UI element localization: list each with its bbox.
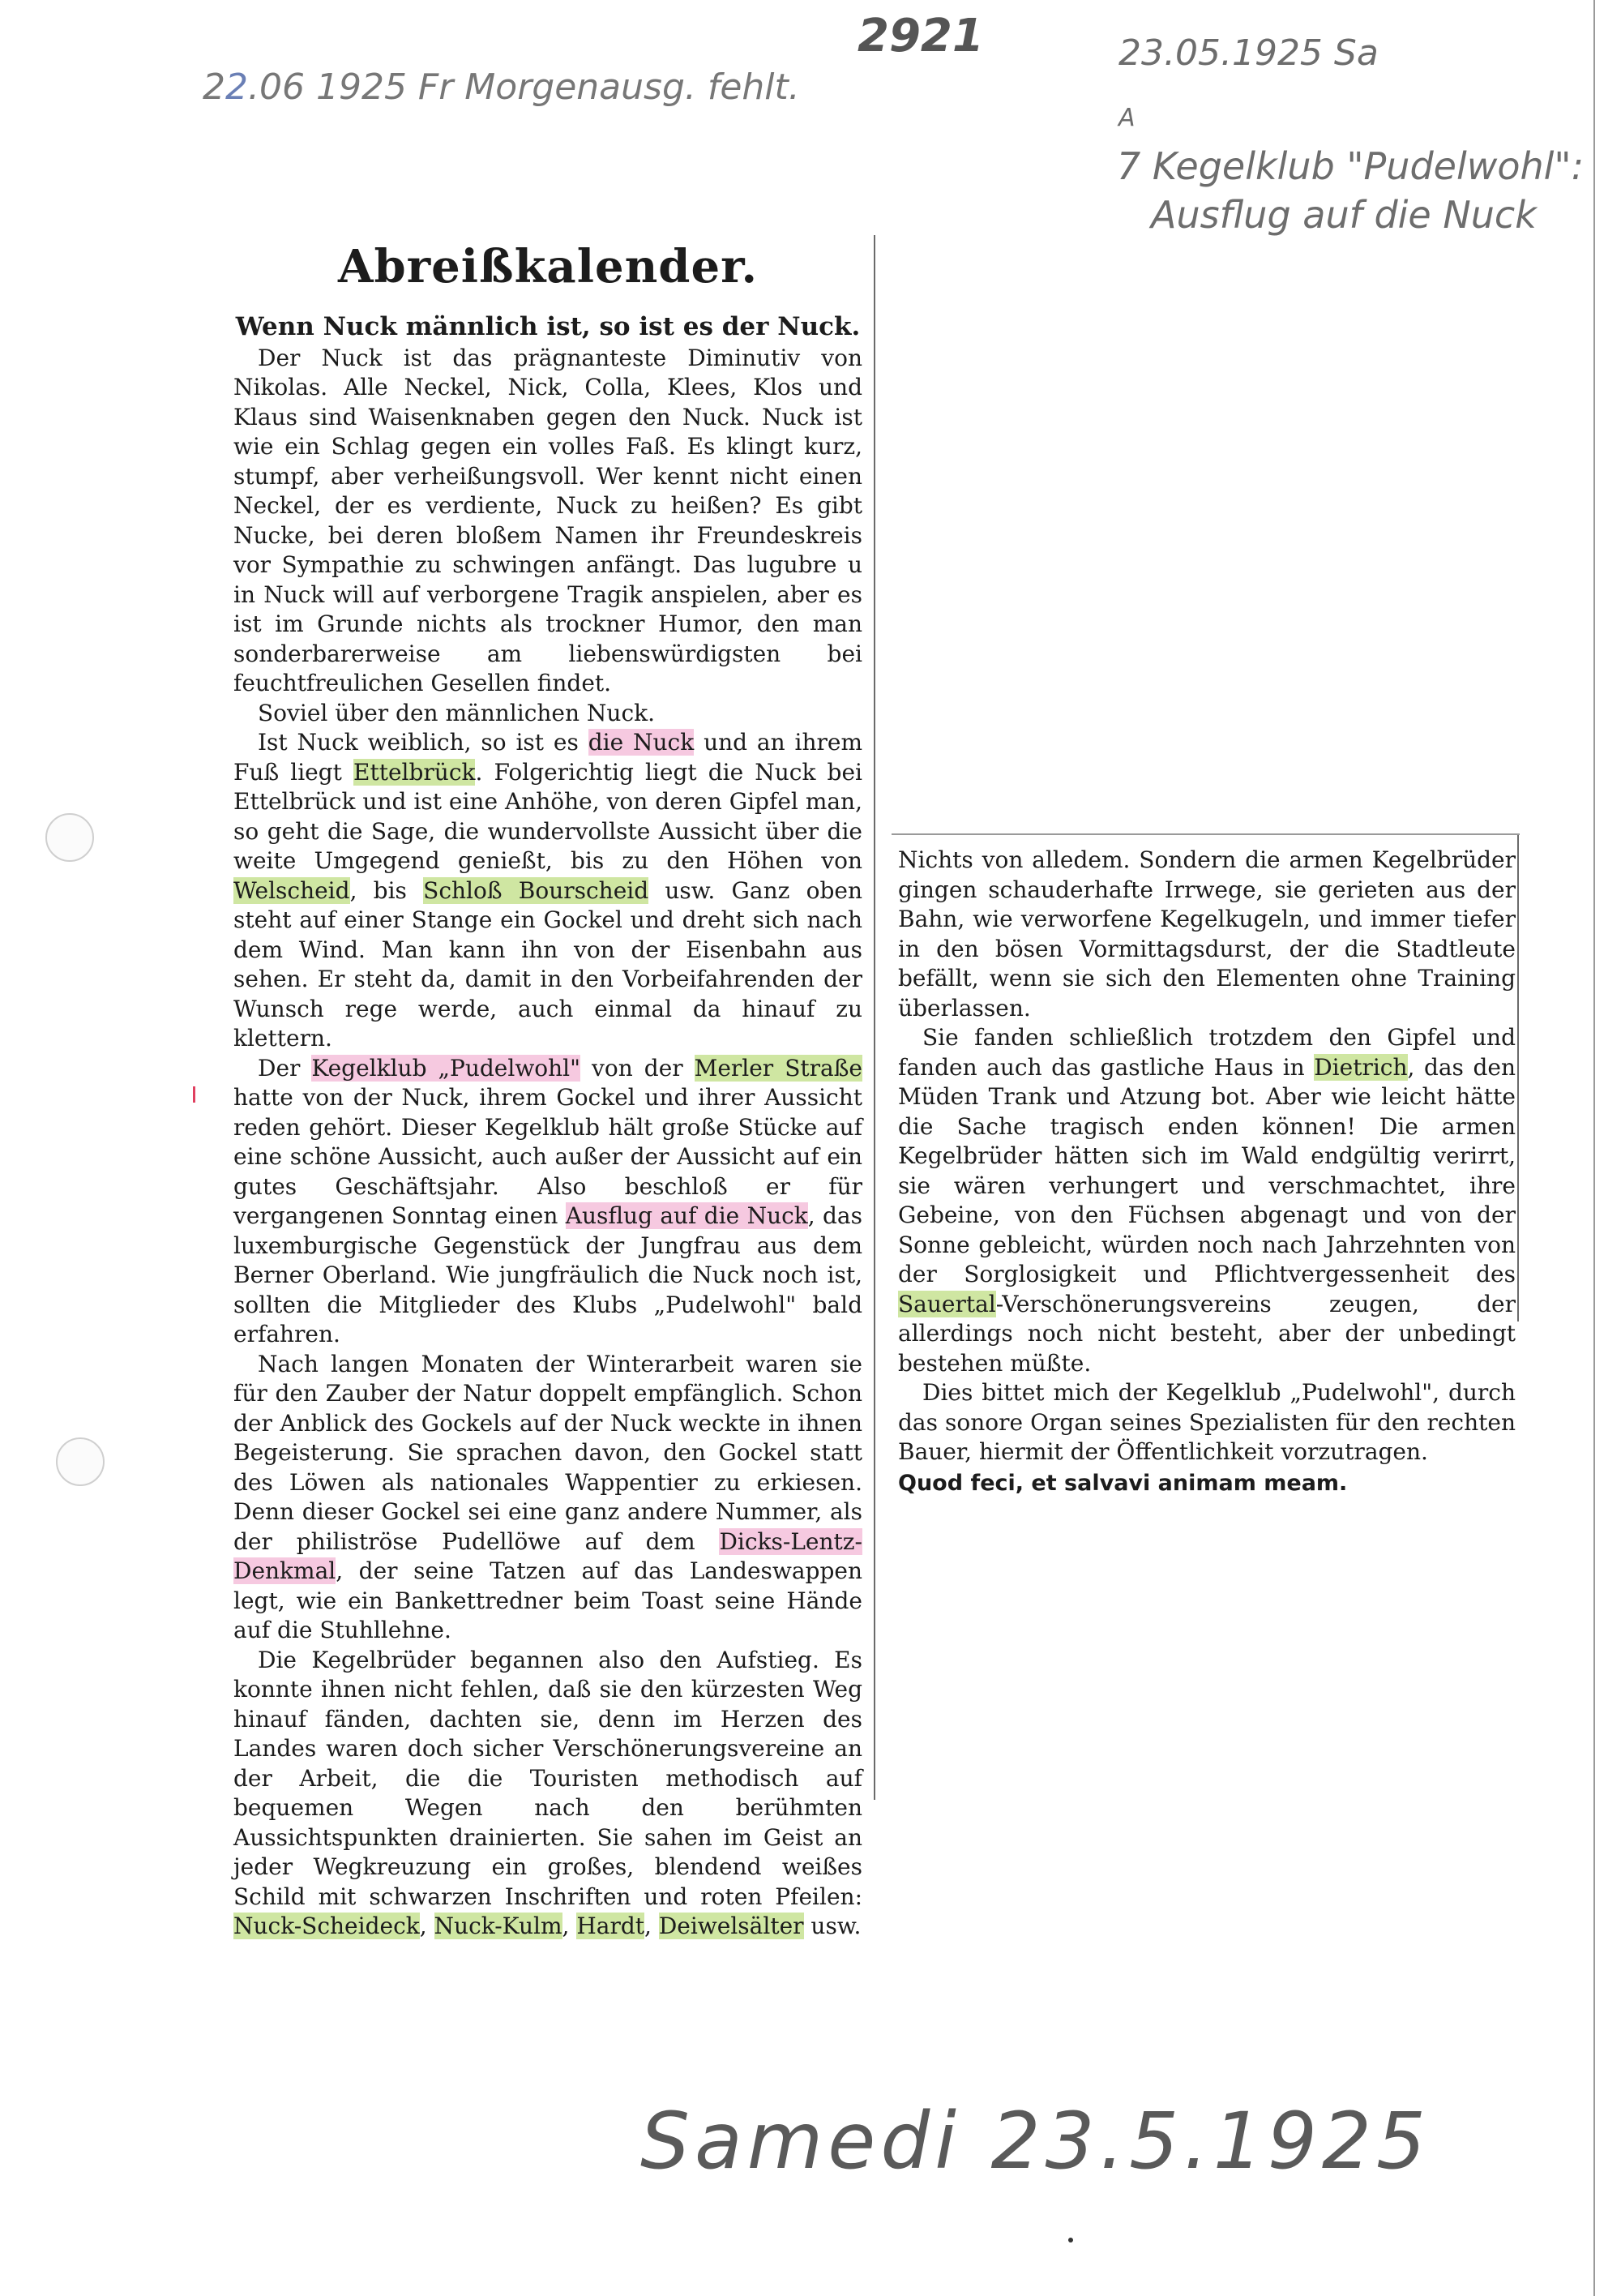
paragraph-8: Sie fanden schließlich trotzdem den Gipfel und fanden auch das gastliche Haus in Dietrich, das den Müden Trank und Atzung bot. Aber wie leicht hätte die Sache tragisch enden können! Die armen Kegelbrüder hätten sich im Wald endgültig verirrt, sie wären verhungert und verschmachtet, ihre Gebeine, von den Füchsen abgenagt und von der Sonne gebleicht, würden noch nach Jahrzehnten von der Sorglosigkeit und Pflichtvergessenheit des Sauertal-Verschönerungsvereins zeugen, der allerdings noch nicht besteht, aber der unbedingt bestehen müßte. [898, 1024, 1516, 1377]
highlight-merler-strasse: Merler Straße [694, 1054, 862, 1082]
article-column-2 [898, 846, 1516, 1498]
article-title: Abreißkalender. [338, 240, 758, 293]
paragraph-6: Die Kegelbrüder begannen also den Aufstieg. Es konnte ihnen nicht fehlen, daß sie den kürzesten Weg hinauf fänden, dachten sie, denn im Herzen des Landes waren doch sicher Verschönerungsvereine an der Arbeit, die die Touristen methodisch auf bequemen Wegen nach den berühmten Aussichtspunkten drainierten. Sie sahen im Geist an jeder Wegkreuzung ein großes, blendend weißes Schild mit schwarzen Inschriften und roten Pfeilen: Nuck-Scheideck, Nuck-Kulm, Hardt, Deiwelsälter usw. [233, 1646, 862, 1939]
highlight-deiwelsaelter: Deiwelsälter [658, 1913, 804, 1939]
column-rule [874, 235, 875, 1800]
margin-mark [193, 1086, 195, 1103]
paragraph-3: Ist Nuck weiblich, so ist es die Nuck und an ihrem Fuß liegt Ettelbrück. Folgerichtig liegt die Nuck bei Ettelbrück und ist eine Anhöhe, von deren Gipfel man, so geht die Sage, die wundervollste Aussicht über die weite Umgegend genießt, bis zu den Höhen von Welscheid, bis Schloß Bourscheid usw. Ganz oben steht auf einer Stange ein Gockel und dreht sich nach dem Wind. Man kann ihn von der Eisenbahn aus sehen. Er steht da, damit in den Vorbeifahrenden der Wunsch rege werde, auch einmal da hinauf zu klettern. [233, 729, 863, 1052]
highlight-ettelbrueck: Ettelbrück [353, 758, 476, 786]
highlight-dicks-lentz: Dicks-Lentz-Denkmal [233, 1527, 862, 1584]
highlight-dietrich: Dietrich [1314, 1053, 1408, 1081]
scan-speck [1068, 2238, 1073, 2242]
handwritten-note-missing-edition: 22.06 1925 Fr Morgenausg. fehlt. [203, 66, 800, 108]
column-top-rule [892, 833, 1520, 835]
highlight-hardt: Hardt [576, 1913, 645, 1939]
paragraph-5: Nach langen Monaten der Winterarbeit waren sie für den Zauber der Natur doppelt empfänglich. Schon der Anblick des Gockels auf der Nuck weckte in ihnen Begeisterung. Sie sprachen davon, den Gockel statt des Löwen als nationales Wappentier zu erkiesen. Denn dieser Gockel sei eine ganz andere Nummer, als der philiströse Pudellöwe auf dem Dicks-Lentz-Denkmal, der seine Tatzen auf das Landeswappen legt, wie ein Bankettredner beim Toast seine Hände auf die Stuhllehne. [233, 1350, 862, 1643]
handwritten-topic-line-1: 7 Kegelklub "Pudelwohl": [1117, 144, 1585, 188]
highlight-nuck-scheideck: Nuck-Scheideck [233, 1913, 420, 1939]
handwritten-bottom-date: Samedi 23.5.1925 [640, 2096, 1431, 2187]
highlight-ausflug: Ausflug auf die Nuck [565, 1202, 808, 1229]
highlight-kegelklub: Kegelklub „Pudelwohl" [311, 1054, 581, 1082]
punch-hole [56, 1437, 105, 1486]
paragraph-7: Nichts von alledem. Sondern die armen Kegelbrüder gingen schauderhafte Irrwege, sie gerieten aus der Bahn, wie verworfene Kegelkugeln, und immer tiefer in den bösen Vormittagsdurst, der die Stadtleute befällt, wenn sie sich den Elementen ohne Training überlassen. [898, 846, 1516, 1022]
handwritten-archive-number: 2921 [858, 10, 984, 62]
handwritten-topic-line-2: Ausflug auf die Nuck [1151, 193, 1537, 237]
paragraph-4: Der Kegelklub „Pudelwohl" von der Merler Straße hatte von der Nuck, ihrem Gockel und ihrer Aussicht reden gehört. Dieser Kegelklub hält große Stücke auf eine schöne Aussicht, auch außer der Aussicht auf ein gutes Geschäftsjahr. Also beschloß er für vergangenen Sonntag einen Ausflug auf die Nuck, das luxemburgische Gegenstück der Jungfrau aus dem Berner Oberland. Wie jungfräulich die Nuck noch ist, sollten die Mitglieder des Klubs „Pudelwohl" bald erfahren. [233, 1054, 862, 1347]
highlight-sauertal: Sauertal [898, 1290, 996, 1317]
highlight-welscheid: Welscheid [233, 876, 350, 904]
article-kicker: Wenn Nuck männlich ist, so ist es der Nuck. [235, 312, 861, 341]
paragraph-9: Dies bittet mich der Kegelklub „Pudelwohl", durch das sonore Organ seines Spezialisten für den rechten Bauer, hiermit der Öffentlichkeit vorzutragen. [898, 1379, 1516, 1465]
highlight-bourscheid: Schloß Bourscheid [423, 876, 649, 904]
column-rule [1517, 835, 1519, 1321]
highlight-nuck-kulm: Nuck-Kulm [434, 1913, 562, 1939]
closing-quote: Quod feci, et salvavi animam meam. [898, 1470, 1348, 1496]
paragraph-1: Der Nuck ist das prägnanteste Diminutiv von Nikolas. Alle Neckel, Nick, Colla, Klees, Klos und Klaus sind Waisenknaben gegen den Nuck. Nuck ist wie ein Schlag gegen ein volles Faß. Es klingt kurz, stumpf, aber verheißungsvoll. Wer kennt nicht einen Neckel, der es verdiente, Nuck zu heißen? Es gibt Nucke, bei deren bloßem Namen ihr Freundeskreis vor Sympathie zu schwingen anfängt. Das lugubre u in Nuck will auf verborgene Tragik anspielen, aber es ist im Grunde nichts als trockner Humor, den man sonderbarerweise am liebenswürdigsten bei feuchtfreulichen Gesellen findet. [233, 344, 862, 696]
highlight-die-nuck: die Nuck [588, 729, 695, 756]
handwritten-mark: A [1118, 104, 1136, 132]
paragraph-2: Soviel über den männlichen Nuck. [258, 699, 655, 726]
handwritten-date: 23.05.1925 Sa [1118, 32, 1379, 74]
scan-edge-line [1593, 0, 1595, 2296]
article-column-1 [233, 312, 862, 1942]
punch-hole [45, 813, 94, 862]
